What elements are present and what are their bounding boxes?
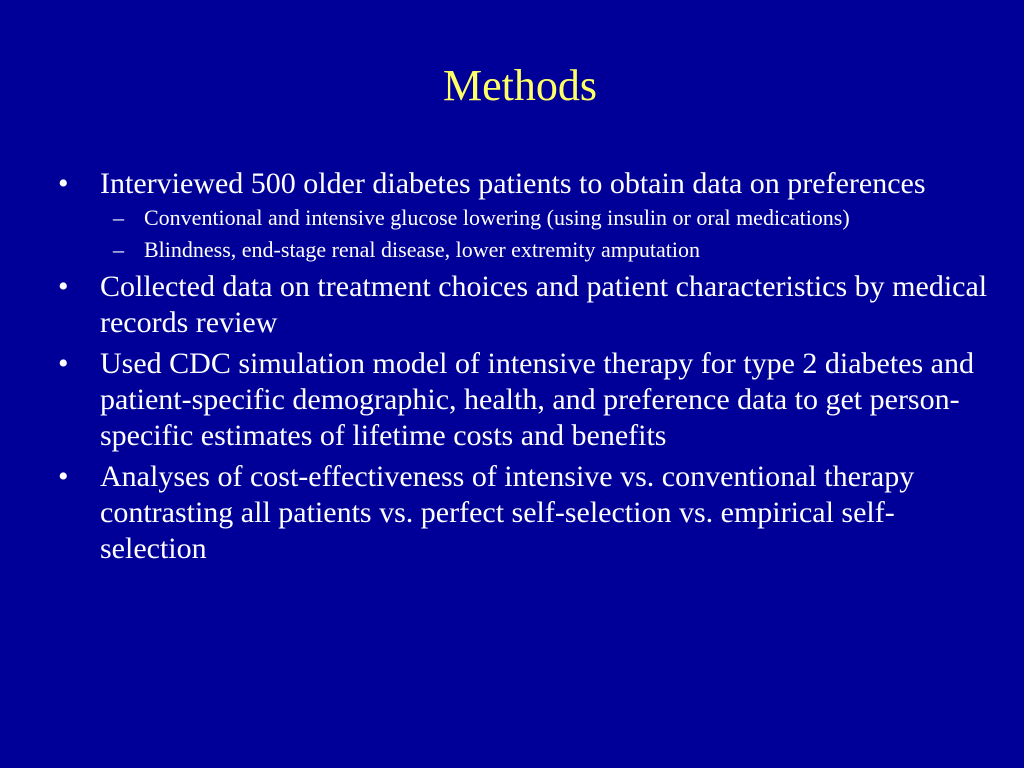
bullet-text: Analyses of cost-effectiveness of intensive vs. conventional therapy contrasting all patients vs. perfect self-selection vs. empirical self-selection [100, 460, 915, 565]
sub-bullet-text: Blindness, end-stage renal disease, lower extremity amputation [144, 237, 700, 262]
sub-bullet-text: Conventional and intensive glucose lowering (using insulin or oral medications) [144, 205, 850, 230]
bullet-icon: • [58, 460, 69, 493]
bullet-icon: • [58, 167, 69, 200]
bullet-text: Used CDC simulation model of intensive therapy for type 2 diabetes and patient-specific demographic, health, and preference data to get person-specific estimates of lifetime costs and benefits [100, 347, 974, 452]
bullet-item [58, 269, 988, 341]
sub-bullet-item [104, 237, 988, 263]
bullet-item [58, 346, 988, 454]
bullet-text: Collected data on treatment choices and patient characteristics by medical records review [100, 270, 988, 339]
bullet-item [58, 459, 988, 567]
bullet-list [58, 166, 988, 572]
bullet-text: Interviewed 500 older diabetes patients to obtain data on preferences [100, 167, 926, 200]
sub-bullet-item [104, 205, 988, 231]
bullet-icon: • [58, 270, 69, 303]
dash-icon: – [113, 237, 124, 262]
slide-title: Methods [443, 61, 597, 110]
sub-bullet-list [100, 205, 988, 263]
bullet-item [58, 166, 988, 263]
dash-icon: – [113, 205, 124, 230]
bullet-icon: • [58, 347, 69, 380]
